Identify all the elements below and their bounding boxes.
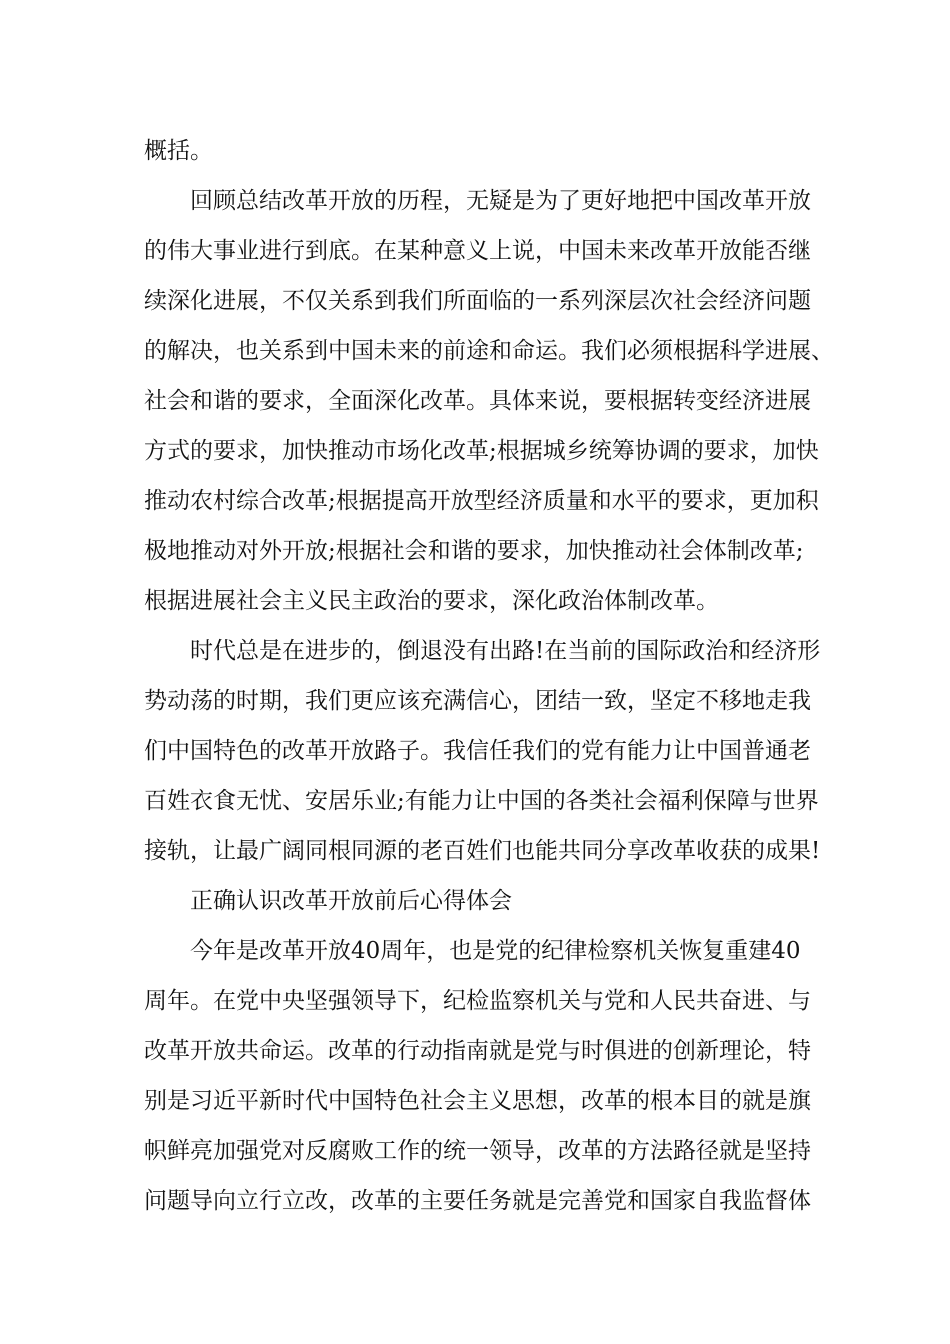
- text-line: 改革开放共命运。改革的行动指南就是党与时俱进的创新理论，特: [144, 1038, 811, 1064]
- text-line: 周年。在党中央坚强领导下，纪检监察机关与党和人民共奋进、与: [144, 988, 811, 1014]
- text-line: 的伟大事业进行到底。在某种意义上说，中国未来改革开放能否继: [144, 238, 811, 264]
- text-line: 别是习近平新时代中国特色社会主义思想，改革的根本目的就是旗: [144, 1088, 811, 1114]
- text-line: 方式的要求，加快推动市场化改革;根据城乡统筹协调的要求，加快: [144, 438, 819, 464]
- section-title: 正确认识改革开放前后心得体会: [190, 888, 512, 914]
- text-line: 接轨，让最广阔同根同源的老百姓们也能共同分享改革收获的成果!: [144, 838, 821, 864]
- text-line: 问题导向立行立改，改革的主要任务就是完善党和国家自我监督体: [144, 1188, 811, 1214]
- paragraph-start-line: 回顾总结改革开放的历程，无疑是为了更好地把中国改革开放: [190, 188, 811, 214]
- paragraph-start-line: 今年是改革开放40周年，也是党的纪律检察机关恢复重建40: [190, 938, 801, 964]
- text-line: 帜鲜亮加强党对反腐败工作的统一领导，改革的方法路径就是坚持: [144, 1138, 811, 1164]
- text-line: 根据进展社会主义民主政治的要求，深化政治体制改革。: [144, 588, 719, 614]
- paragraph-start-line: 时代总是在进步的，倒退没有出路!在当前的国际政治和经济形: [190, 638, 821, 664]
- text-line: 百姓衣食无忧、安居乐业;有能力让中国的各类社会福利保障与世界: [144, 788, 819, 814]
- text-line: 概括。: [144, 138, 213, 164]
- text-line: 们中国特色的改革开放路子。我信任我们的党有能力让中国普通老: [144, 738, 811, 764]
- text-line: 极地推动对外开放;根据社会和谐的要求，加快推动社会体制改革;: [144, 538, 804, 564]
- text-line: 续深化进展，不仅关系到我们所面临的一系列深层次社会经济问题: [144, 288, 811, 314]
- text-line: 的解决，也关系到中国未来的前途和命运。我们必须根据科学进展、: [144, 338, 834, 364]
- text-line: 社会和谐的要求，全面深化改革。具体来说，要根据转变经济进展: [144, 388, 811, 414]
- text-line: 势动荡的时期，我们更应该充满信心，团结一致，坚定不移地走我: [144, 688, 811, 714]
- text-line: 推动农村综合改革;根据提高开放型经济质量和水平的要求，更加积: [144, 488, 819, 514]
